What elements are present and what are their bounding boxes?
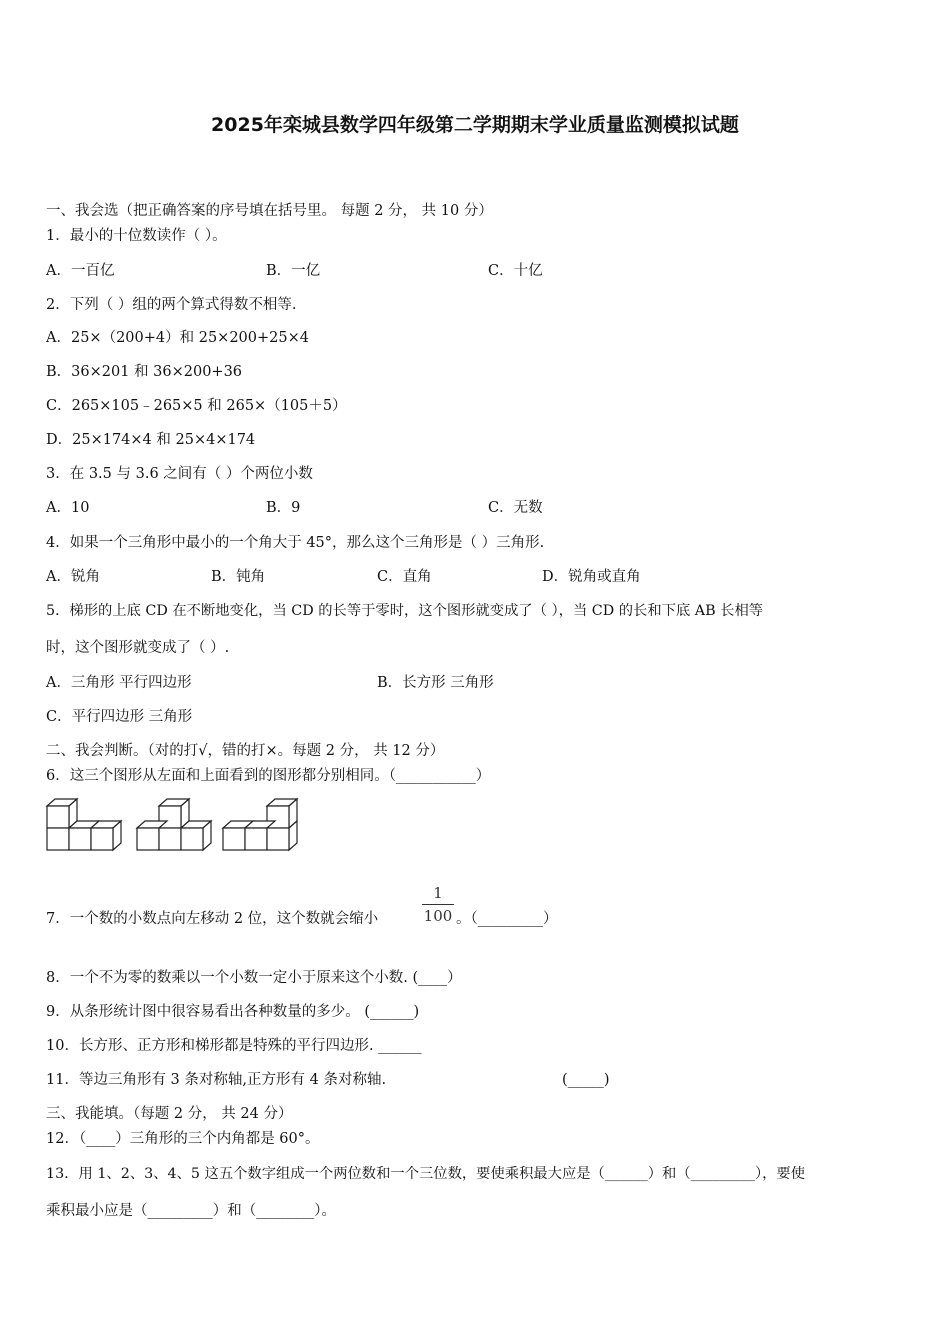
question-7-text: 7．一个数的小数点向左移动 2 位，这个数就会缩小	[46, 911, 379, 927]
question-8: 8．一个不为零的数乘以一个小数一定小于原来这个小数. (____）	[46, 970, 462, 986]
fraction-denominator: 100	[423, 907, 453, 925]
q5-option-c: C．平行四边形 三角形	[46, 709, 193, 725]
q5-option-a: A．三角形 平行四边形	[46, 675, 192, 691]
q4-option-c: C．直角	[377, 569, 432, 585]
q5-option-b: B．长方形 三角形	[377, 675, 494, 691]
cube-figure-2	[137, 799, 211, 850]
question-5-line2: 时，这个图形就变成了（ ）.	[46, 640, 230, 656]
question-3: 3．在 3.5 与 3.6 之间有（ ）个两位小数	[46, 466, 313, 482]
question-4: 4．如果一个三角形中最小的一个角大于 45°，那么这个三角形是（ ）三角形.	[46, 535, 545, 551]
cube-figures	[44, 796, 304, 854]
fraction-bar	[422, 904, 454, 905]
question-13-line1: 13．用 1、2、3、4、5 这五个数字组成一个两位数和一个三位数，要使乘积最大应是（______）和（_________），要使	[46, 1166, 806, 1182]
q4-option-b: B．钝角	[211, 569, 266, 585]
q1-option-b: B．一亿	[266, 263, 321, 279]
question-7-blank: 。（_________）	[456, 911, 558, 927]
q3-option-b: B．9	[266, 500, 301, 516]
cube-figure-1	[47, 799, 121, 850]
q1-option-a: A．一百亿	[46, 263, 115, 279]
cube-figure-3	[223, 799, 297, 850]
question-9: 9．从条形统计图中很容易看出各种数量的多少。 (______)	[46, 1004, 420, 1020]
fraction-numerator: 1	[433, 884, 443, 902]
q2-option-c: C．265×105﹣265×5 和 265×（105＋5）	[46, 398, 347, 414]
q2-option-a: A．25×（200+4）和 25×200+25×4	[46, 330, 309, 346]
fraction-one-hundredth	[422, 884, 454, 925]
question-12: 12．（____）三角形的三个内角都是 60°。	[46, 1131, 320, 1147]
question-5-line1: 5．梯形的上底 CD 在不断地变化，当 CD 的长等于零时，这个图形就变成了（ ），当 CD 的长和下底 AB 长相等	[46, 603, 764, 619]
section3-heading: 三、我能填。（每题 2 分， 共 24 分）	[46, 1106, 293, 1122]
page-title: 2025年栾城县数学四年级第二学期期末学业质量监测模拟试题	[211, 114, 739, 136]
q2-option-d: D．25×174×4 和 25×4×174	[46, 432, 256, 448]
question-11-blank: (_____)	[562, 1072, 610, 1088]
q2-option-b: B．36×201 和 36×200+36	[46, 364, 243, 380]
question-1: 1．最小的十位数读作（ ）。	[46, 228, 227, 244]
question-13-line2: 乘积最小应是（_________）和（________）。	[46, 1203, 336, 1219]
q3-option-c: C．无数	[488, 500, 543, 516]
q4-option-d: D．锐角或直角	[542, 569, 641, 585]
question-6: 6．这三个图形从左面和上面看到的图形都分别相同。（___________）	[46, 768, 491, 784]
q3-option-a: A．10	[46, 500, 90, 516]
q4-option-a: A．锐角	[46, 569, 100, 585]
section1-heading: 一、我会选（把正确答案的序号填在括号里。 每题 2 分， 共 10 分）	[46, 203, 493, 219]
q1-option-c: C．十亿	[488, 263, 543, 279]
question-2: 2．下列（ ）组的两个算式得数不相等.	[46, 297, 297, 313]
question-11: 11．等边三角形有 3 条对称轴,正方形有 4 条对称轴.	[46, 1072, 387, 1088]
question-10: 10．长方形、正方形和梯形都是特殊的平行四边形. ______	[46, 1038, 422, 1054]
section2-heading: 二、我会判断。（对的打√，错的打×。每题 2 分， 共 12 分）	[46, 743, 445, 759]
